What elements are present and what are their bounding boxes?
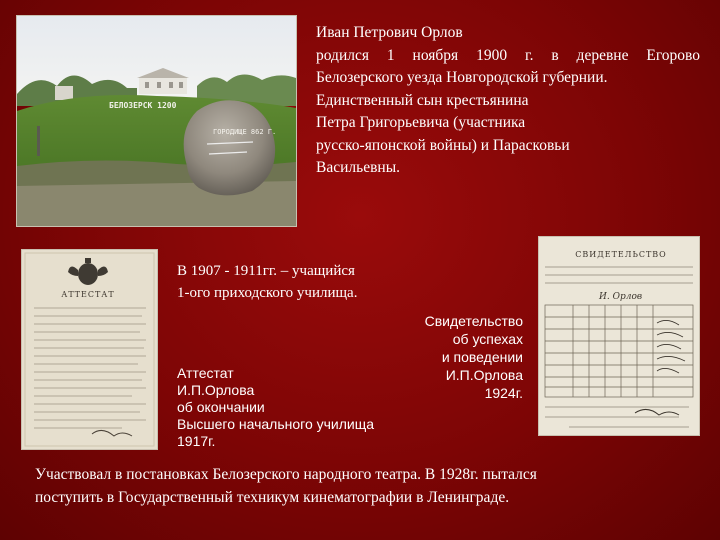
certificate-signature-name: И. Орлов <box>599 292 643 302</box>
caption-line: И.П.Орлова <box>445 367 523 383</box>
caption-line: об окончании <box>177 399 265 415</box>
caption-line: Высшего начального училища <box>177 416 375 432</box>
caption-line: Свидетельство <box>424 313 523 329</box>
caption-line: об успехах <box>452 331 523 347</box>
caption-line: Аттестат <box>177 365 234 381</box>
footer-line: Участвовал в постановках Белозерского народного театра. В 1928г. пытался <box>35 466 537 483</box>
bio-line: Петра Григорьевича (участника <box>316 114 526 131</box>
bio-line: родился 1 ноября 1900 г. в деревне Егорово <box>316 46 700 64</box>
bio-line: Васильевны. <box>316 159 400 176</box>
school-line: 1-ого приходского училища. <box>177 285 358 301</box>
bio-line: Иван Петрович Орлов <box>316 24 463 41</box>
attestat-heading: АТТЕСТАТ <box>61 290 115 299</box>
footer-text <box>35 464 695 509</box>
bio-line: русско-японской войны) и Парасковьи <box>316 136 570 154</box>
hill-inscription: БЕЛОЗЕРСК 1200 <box>109 101 177 110</box>
footer-line: поступить в Государственный техникум кинематографии в Ленинграде. <box>35 488 510 506</box>
stone-inscription: ГОРОДИЩЕ 862 Г. <box>213 128 277 136</box>
bio-line: Белозерского уезда Новгородской губернии. <box>316 69 608 86</box>
school-line: В 1907 - 1911гг. – учащийся <box>177 263 355 279</box>
caption-line: 1924г. <box>484 385 523 401</box>
certificate-heading: СВИДЕТЕЛЬСТВО <box>575 250 667 259</box>
school-text <box>177 260 437 304</box>
monument-photo <box>16 15 297 227</box>
attestat-caption <box>177 365 427 450</box>
bio-line: Единственный сын крестьянина <box>316 91 529 109</box>
caption-line: И.П.Орлова <box>177 382 255 398</box>
biography-text <box>316 22 700 180</box>
attestat-document-image <box>21 249 158 450</box>
caption-line: 1917г. <box>177 433 216 449</box>
certificate-document-image <box>538 236 700 436</box>
caption-line: и поведении <box>441 349 523 365</box>
